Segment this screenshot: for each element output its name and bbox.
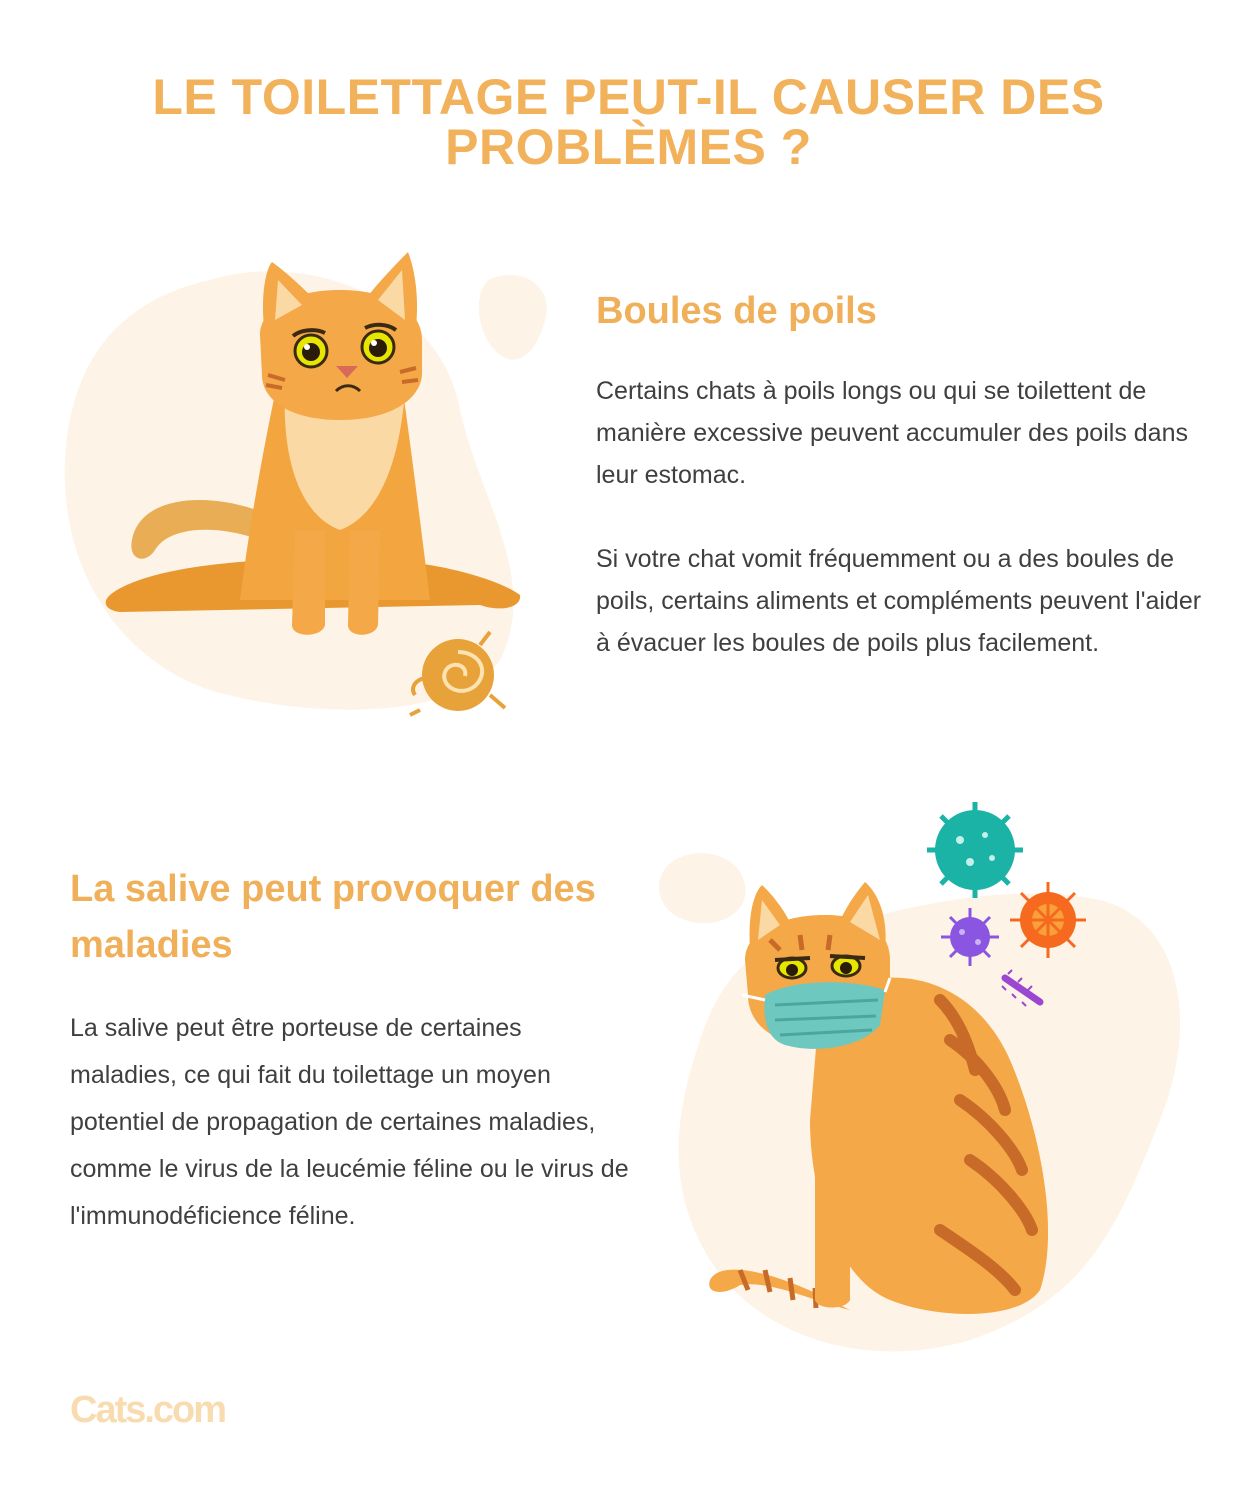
section1-heading: Boules de poils	[596, 290, 877, 332]
small-blob	[479, 275, 547, 360]
virus-orange-icon	[1010, 882, 1086, 958]
section1-paragraph1: Certains chats à poils longs ou qui se toilettent de manière excessive peuvent accumuler des poils dans leur estomac.	[596, 377, 1188, 489]
cats-com-logo: Cats.com	[70, 1389, 226, 1431]
small-blob	[659, 853, 745, 923]
cat-front-leg	[815, 1120, 850, 1308]
virus-teal-icon	[927, 802, 1023, 898]
section1-paragraph2: Si votre chat vomit fréquemment ou a des boules de poils, certains aliments et compléments peuvent l'aider à évacuer les boules de poils plus facilement.	[596, 545, 1202, 657]
page-title: LE TOILETTAGE PEUT-IL CAUSER DES PROBLÈMES ?	[152, 69, 1105, 175]
section2-paragraph: La salive peut être porteuse de certaines maladies, ce qui fait du toilettage un moyen potentiel de propagation de certaines maladies, comme le virus de la leucémie féline ou le virus de l'immunodéficience féline.	[70, 1014, 629, 1230]
section2-heading: La salive peut provoquer des maladies	[70, 868, 596, 966]
sad-cat-illustration	[60, 240, 560, 730]
masked-cat-illustration	[640, 800, 1200, 1360]
